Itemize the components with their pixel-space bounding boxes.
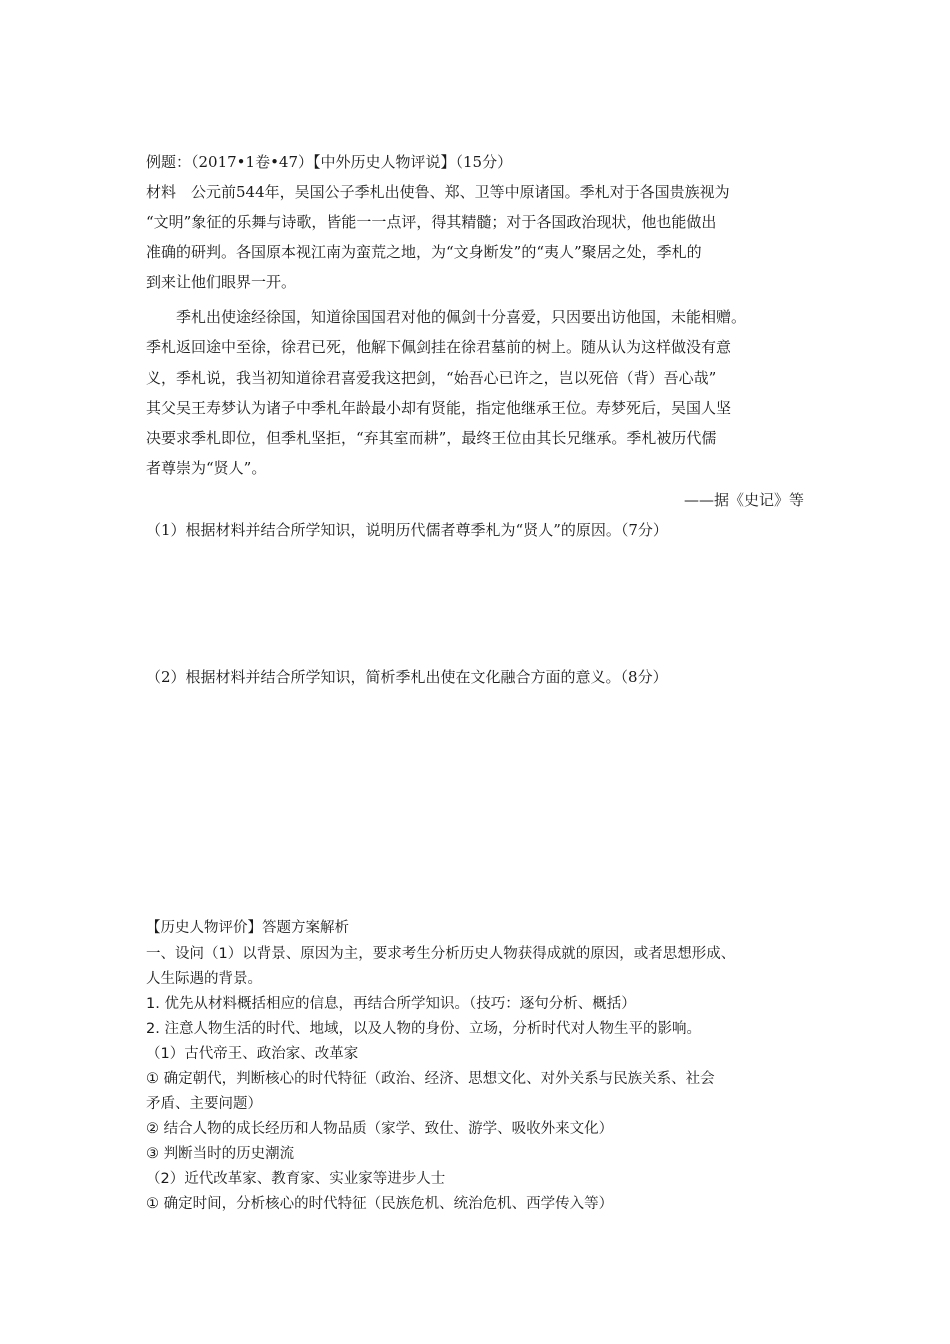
- question-1: （1）根据材料并结合所学知识，说明历代儒者尊季札为“贤人”的原因。（7分）: [146, 521, 668, 539]
- analysis-line: 人生际遇的背景。: [146, 971, 262, 987]
- material-line: 到来让他们眼界一开。: [146, 273, 297, 291]
- analysis-line: 一、设问（1）以背景、原因为主，要求考生分析历史人物获得成就的原因，或者思想形成、: [146, 946, 736, 962]
- material-line: “文明”象征的乐舞与诗歌，皆能一一点评，得其精髓；对于各国政治现状，他也能做出: [146, 213, 717, 231]
- example-header: 例题：（2017•1卷•47）【中外历史人物评说】（15分）: [146, 153, 513, 171]
- analysis-line: ① 确定朝代，判断核心的时代特征（政治、经济、思想文化、对外关系与民族关系、社会: [146, 1071, 715, 1087]
- analysis-line: 2. 注意人物生活的时代、地域，以及人物的身份、立场，分析时代对人物生平的影响。: [146, 1021, 701, 1037]
- analysis-line: ③ 判断当时的历史潮流: [146, 1146, 295, 1162]
- material-line: 季札出使途经徐国，知道徐国国君对他的佩剑十分喜爱，只因要出访他国，未能相赠。: [146, 308, 747, 326]
- analysis-line: 矛盾、主要问题）: [146, 1096, 262, 1112]
- material-source: ——据《史记》等: [683, 491, 804, 509]
- material-line: 准确的研判。各国原本视江南为蛮荒之地，为“文身断发”的“夷人”聚居之处，季札的: [146, 243, 702, 261]
- material-line: 其父吴王寿梦认为诸子中季札年龄最小却有贤能，指定他继承王位。寿梦死后，吴国人坚: [146, 399, 732, 417]
- analysis-line: （1）古代帝王、政治家、改革家: [146, 1046, 359, 1062]
- analysis-line: ① 确定时间，分析核心的时代特征（民族危机、统治危机、西学传入等）: [146, 1196, 614, 1212]
- analysis-line: ② 结合人物的成长经历和人物品质（家学、致仕、游学、吸收外来文化）: [146, 1121, 614, 1137]
- material-line: 决要求季札即位，但季札坚拒，“弃其室而耕”，最终王位由其长兄继承。季札被历代儒: [146, 429, 717, 447]
- analysis-title: 【历史人物评价】答题方案解析: [146, 920, 349, 936]
- analysis-line: 1. 优先从材料概括相应的信息，再结合所学知识。（技巧：逐句分析、概括）: [146, 996, 636, 1012]
- material-line: 义，季札说，我当初知道徐君喜爱我这把剑，“始吾心已许之，岂以死倍（背）吾心哉”: [146, 369, 717, 387]
- question-2: （2）根据材料并结合所学知识，简析季札出使在文化融合方面的意义。（8分）: [146, 668, 668, 686]
- material-line: 者尊崇为“贤人”。: [146, 459, 267, 477]
- analysis-line: （2）近代改革家、教育家、实业家等进步人士: [146, 1171, 446, 1187]
- material-line: 材料 公元前544年，吴国公子季札出使鲁、郑、卫等中原诸国。季札对于各国贵族视为: [146, 183, 730, 201]
- material-line: 季札返回途中至徐，徐君已死，他解下佩剑挂在徐君墓前的树上。随从认为这样做没有意: [146, 338, 732, 356]
